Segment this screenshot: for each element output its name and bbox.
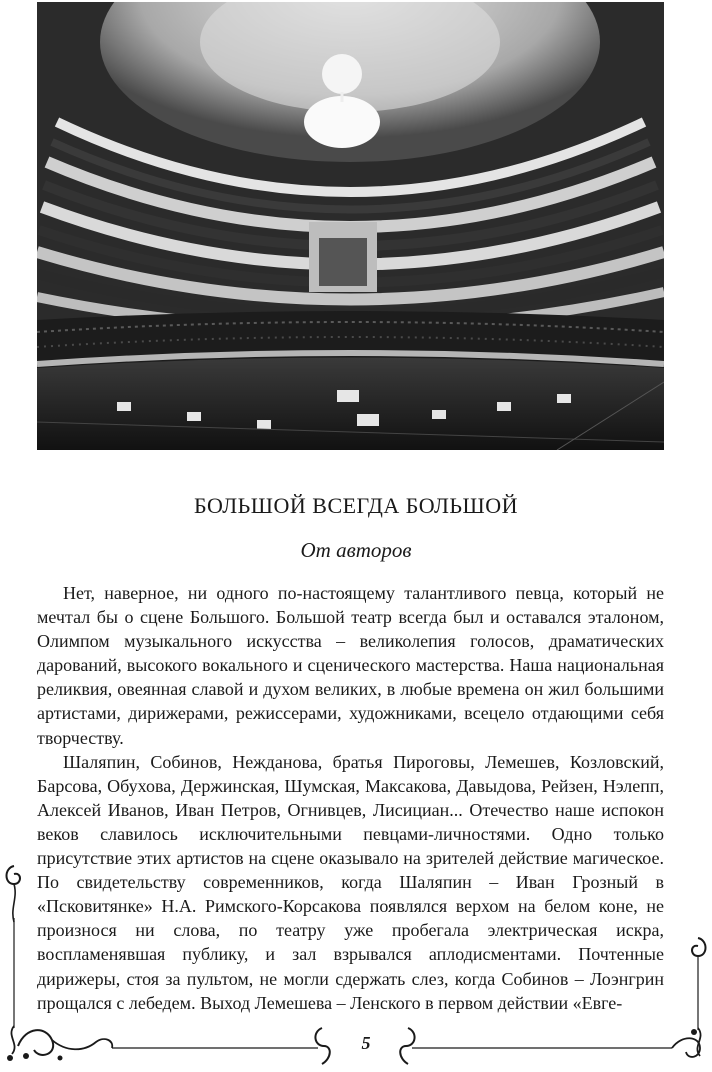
chapter-title: БОЛЬШОЙ ВСЕГДА БОЛЬШОЙ (193, 493, 519, 518)
paragraph: Шаляпин, Собинов, Нежданова, братья Пироговы, Лемешев, Козловский, Барсова, Обухова, Держинская, Шумская, Максакова, Давыдова, Рейзен, Нэлепп, Алексей Иванов, Иван Петров, Огнивцев, Лисициан... Отечество наше испокон веков славилось исключительными певцами-личностями. Одно только присутствие этих артистов на сцене оказывало на зрителей действие магическое. По свидетельству современников, когда Шаляпин – Иван Грозный в «Псковитянке» Н.А. Римского-Корсакова появлялся верхом на белом коне, не произнося ни слова, по театру уже пробегала электрическая искра, воспламенявшая публику, и зал взрывался аплодисментами. Почтенные дирижеры, стоя за пультом, не могли сдержать слез, когда Собинов – Лоэнгрин прощался с лебедем. Выход Лемешева – Ленского в первом действии «Евге- (37, 751, 664, 1013)
theater-auditorium-photo (37, 2, 664, 450)
body-text (37, 581, 664, 1015)
paragraph: Нет, наверное, ни одного по-настоящему талантливого певца, который не мечтал бы о сцене Большого. Большой театр всегда был и оставался эталоном, Олимпом музыкального искусства – великолепия голосов, драматических дарований, высокого вокального и сценического мастерства. Наша национальная реликвия, овеянная славой и духом великих, в любые времена он жил большими артистами, дирижерами, режиссерами, художниками, всецело отдающими себя творчеству. (37, 583, 664, 748)
chapter-subtitle: От авторов (300, 538, 412, 562)
page-number: 5 (348, 1033, 384, 1054)
